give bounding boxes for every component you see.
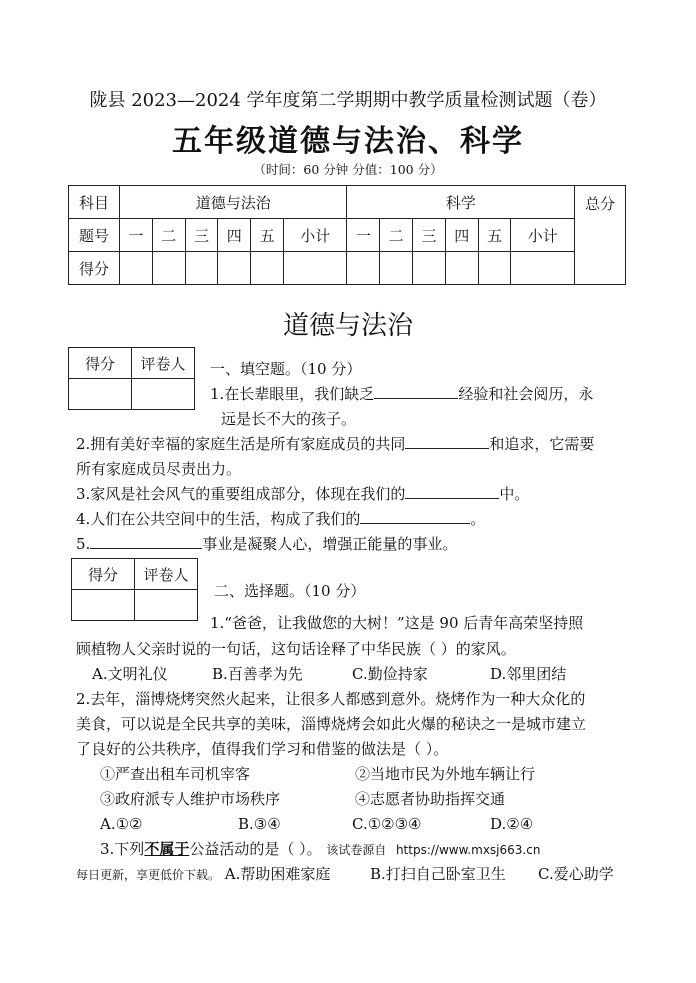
part2-q1-option-b: B.百善孝为先: [212, 665, 303, 683]
part2-score-box: [71, 558, 198, 621]
score-box-cell: [72, 590, 135, 621]
part2-q3-option-c: C.爱心助学: [538, 865, 614, 883]
part2-q1-line2: 顾植物人父亲时说的一句话，这句话诠释了中华民族（ ）的家风。: [76, 640, 516, 658]
score-cell: [120, 252, 153, 285]
part1-q4: 4.人们在公共空间中的生活，构成了我们的 。: [76, 510, 486, 528]
exam-title: 陇县 2023—2024 学年度第二学期期中教学质量检测试题（卷）: [89, 90, 607, 111]
part2-q2-option-c: C.①②③④: [352, 815, 422, 833]
part2-q2-option-a: A.①②: [100, 815, 143, 833]
answer-blank[interactable]: [374, 383, 458, 399]
score-box-defen: 得分: [69, 348, 132, 379]
part1-q2-line1: 2.拥有美好幸福的家庭生活是所有家庭成员的共同 和追求，它需要: [76, 435, 595, 453]
part2-q3-option-a: A.帮助困难家庭: [224, 865, 331, 883]
answer-blank[interactable]: [405, 433, 489, 449]
daode-q5: 五: [251, 219, 284, 252]
part2-q1-option-a: A.文明礼仪: [92, 665, 168, 683]
subject-label: 科目: [69, 186, 120, 219]
score-box-cell: [132, 379, 195, 410]
score-cell: [347, 252, 380, 285]
watermark-text: 该试卷源自: [326, 843, 387, 857]
question-number-label: 题号: [69, 219, 120, 252]
kexue-q1: 一: [347, 219, 380, 252]
daode-q4: 四: [218, 219, 251, 252]
score-cell: [251, 252, 284, 285]
part1-score-box: [68, 347, 195, 410]
watermark-text-2: 每日更新，享更低价下载。: [76, 868, 221, 882]
part2-title: 二、选择题。（10 分）: [214, 582, 366, 600]
score-cell: [283, 252, 347, 285]
watermark-url: https://www.mxsj663.cn: [395, 843, 541, 857]
answer-blank[interactable]: [405, 483, 499, 499]
score-cell: [380, 252, 413, 285]
daode-header: 道德与法治: [120, 186, 347, 219]
section-title: 道德与法治: [282, 311, 413, 341]
part2-q3-line2: [76, 861, 330, 888]
kexue-q5: 五: [478, 219, 511, 252]
score-label: 得分: [69, 252, 120, 285]
kexue-q2: 二: [380, 219, 413, 252]
total-cell: 总分: [575, 186, 626, 285]
part2-q2-item4: ④志愿者协助指挥交通: [355, 790, 506, 808]
part2-q3-option-b: B.打扫自己卧室卫生: [370, 865, 506, 883]
score-cell: [218, 252, 251, 285]
score-box-cell: [69, 379, 132, 410]
part2-q1-option-d: D.邻里团结: [490, 665, 567, 683]
score-summary-table: [68, 185, 626, 285]
part2-q2-item1: ①严查出租车司机宰客: [100, 765, 251, 783]
part1-title: 一、填空题。（10 分）: [210, 360, 362, 378]
kexue-header: 科学: [347, 186, 575, 219]
part2-q2-option-b: B.③④: [238, 815, 281, 833]
part2-q2-item3: ③政府派专人维护市场秩序: [100, 790, 281, 808]
score-cell: [185, 252, 218, 285]
part1-q1-line1: 1.在长辈眼里，我们缺乏 经验和社会阅历，永: [210, 385, 594, 403]
subject-title: 五年级道德与法治、科学: [172, 124, 524, 159]
score-cell: [478, 252, 511, 285]
daode-q2: 二: [152, 219, 185, 252]
score-cell: [445, 252, 478, 285]
score-cell: [511, 252, 575, 285]
kexue-q4: 四: [445, 219, 478, 252]
part2-q2-line1: 2.去年，淄博烧烤突然火起来，让很多人都感到意外。烧烤作为一种大众化的: [76, 690, 586, 708]
part1-q5: 5. 事业是凝聚人心，增强正能量的事业。: [76, 535, 458, 553]
part2-q2-option-d: D.②④: [490, 815, 534, 833]
part2-q2-line3: 了良好的公共秩序，值得我们学习和借鉴的做法是（ ）。: [76, 740, 449, 758]
score-cell: [152, 252, 185, 285]
daode-q3: 三: [185, 219, 218, 252]
score-box-pingjuan: 评卷人: [132, 348, 195, 379]
part2-q2-line2: 美食，可以说是全民共享的美味，淄博烧烤会如此火爆的秘诀之一是城市建立: [76, 715, 587, 733]
part1-q1-line2: 远是长不大的孩子。: [221, 410, 357, 428]
part2-q2-item2: ②当地市民为外地车辆让行: [355, 765, 536, 783]
kexue-q3: 三: [413, 219, 446, 252]
part2-q3-line1: 3.下列不属于公益活动的是（ ）。 该试卷源自 https://www.mxsj663.cn: [100, 840, 541, 858]
score-box-defen: 得分: [72, 559, 135, 590]
part2-q1-option-c: C.勤俭持家: [352, 665, 428, 683]
emphasis-not: 不属于: [144, 840, 190, 858]
part1-q3: 3.家风是社会风气的重要组成部分，体现在我们的 中。: [76, 485, 530, 503]
score-cell: [413, 252, 446, 285]
daode-subtotal: 小计: [283, 219, 347, 252]
score-box-cell: [135, 590, 198, 621]
score-box-pingjuan: 评卷人: [135, 559, 198, 590]
answer-blank[interactable]: [90, 533, 202, 549]
part2-q1-line1: 1.“爸爸，让我做您的大树！”这是 90 后青年高荣坚持照: [210, 614, 584, 632]
answer-blank[interactable]: [360, 508, 470, 524]
kexue-subtotal: 小计: [511, 219, 575, 252]
time-info: （时间：60 分钟 分值：100 分）: [253, 162, 443, 177]
daode-q1: 一: [120, 219, 153, 252]
part1-q2-line2: 所有家庭成员尽责出力。: [76, 460, 242, 478]
